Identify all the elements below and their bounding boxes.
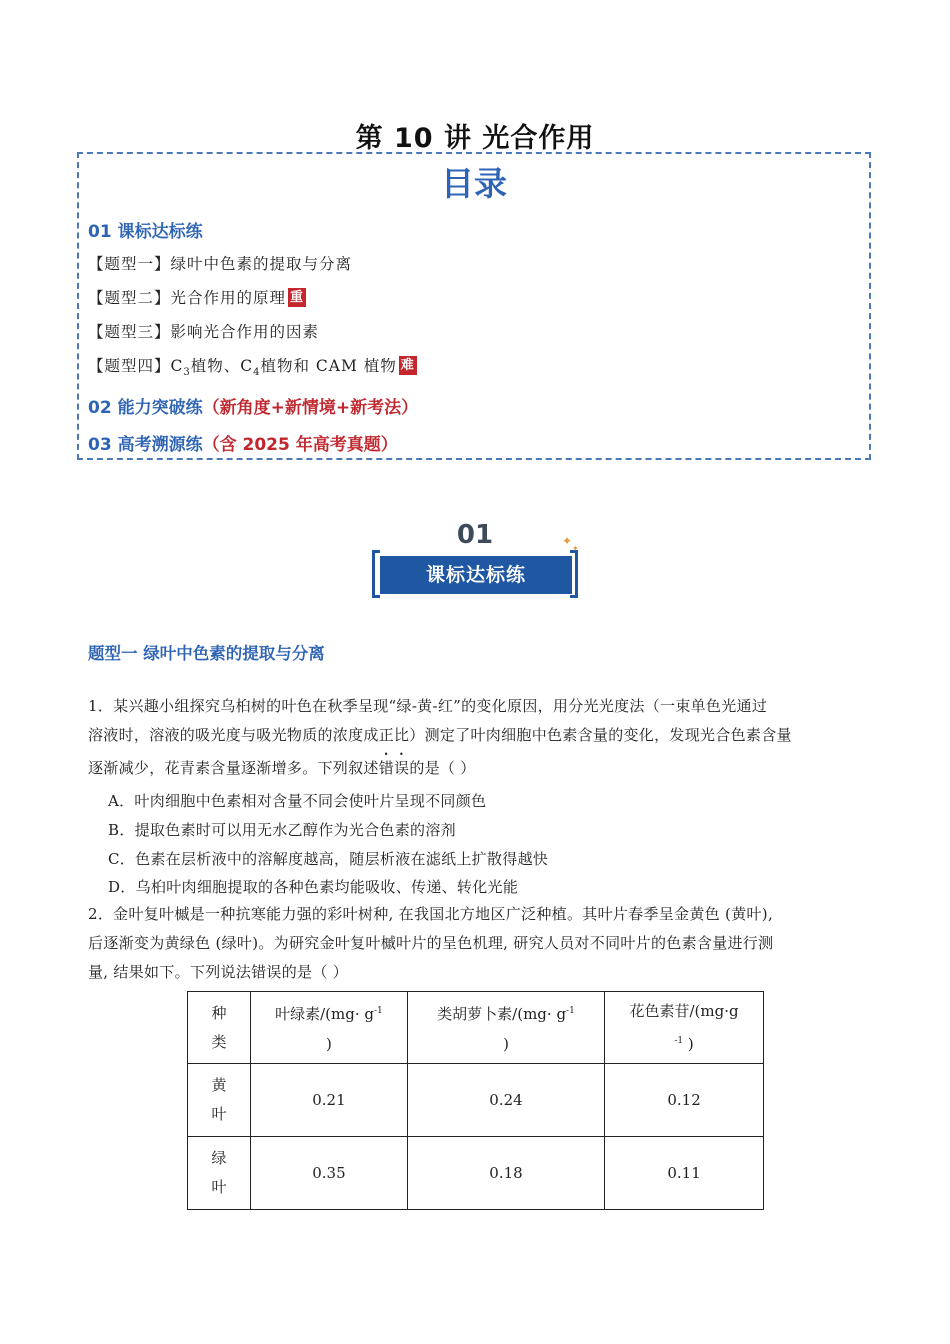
toc-item-3[interactable]: 【题型三】影响光合作用的因素	[88, 323, 320, 341]
sparkle-small-icon: ✦	[572, 544, 579, 553]
table-cell: 0.11	[605, 1137, 764, 1210]
question-1: 1．某兴趣小组探究乌桕树的叶色在秋季呈现“绿-黄-红”的变化原因，用分光光度法（一束单色光通过 溶液时，溶液的吸光度与吸光物质的浓度成正比）测定了叶肉细胞中色素含量的变化，发现光合色素含量 逐渐减少，花青素含量逐渐增多。下列叙述错误的是（ ）	[88, 697, 792, 777]
question-type-heading: 题型一 绿叶中色素的提取与分离	[88, 644, 325, 663]
option-d[interactable]: D．乌桕叶肉细胞提取的各种色素均能吸收、传递、转化光能	[108, 878, 519, 896]
toc-section-3[interactable]: 03 高考溯源练（含 2025 年高考真题）	[88, 435, 398, 455]
table-cell: 0.21	[251, 1064, 408, 1137]
table-of-contents	[77, 152, 871, 460]
section-number: 01	[456, 520, 494, 550]
table-cell: 0.18	[407, 1137, 604, 1210]
table-header-cell: 叶绿素$/(mg\cdot g^{-1}$ )	[251, 992, 408, 1064]
bracket-left-icon	[372, 550, 380, 598]
pigment-table	[187, 991, 764, 1210]
difficult-badge: 难	[400, 358, 415, 373]
toc-section-2[interactable]: 02 能力突破练（新角度+新情境+新考法）	[88, 398, 419, 418]
table-row	[188, 1064, 764, 1137]
toc-item-4[interactable]: 【题型四】$C_3$植物、$C_4$植物和 CAM 植物 难	[88, 357, 415, 379]
table-header-cell: 种 类	[188, 992, 251, 1064]
question-2: 2．金叶复叶槭是一种抗寒能力强的彩叶树种, 在我国北方地区广泛种植。其叶片春季呈金黄色 (黄叶), 后逐渐变为黄绿色 (绿叶)。为研究金叶复叶槭叶片的呈色机理, 研究人员对不同叶片的色素含量进行测 量, 结果如下。下列说法错误的是（ ）	[88, 905, 774, 981]
option-b[interactable]: B．提取色素时可以用无水乙醇作为光合色素的溶剂	[108, 821, 456, 839]
table-cell: 黄 叶	[188, 1064, 251, 1137]
page-title: 第 10 讲 光合作用	[355, 123, 595, 154]
toc-section-1[interactable]: 01 课标达标练	[88, 222, 203, 242]
table-row	[188, 1137, 764, 1210]
table-cell: 0.12	[605, 1064, 764, 1137]
emphasis-text: 错误	[378, 759, 410, 777]
table-header-cell: 花色素苷/(mg·g $^{-1}$ )	[605, 992, 764, 1064]
option-c[interactable]: C．色素在层析液中的溶解度越高，随层析液在滤纸上扩散得越快	[108, 850, 549, 868]
section-banner	[370, 520, 580, 600]
toc-item-2[interactable]: 【题型二】光合作用的原理 重	[88, 289, 305, 307]
toc-heading: 目录	[441, 164, 507, 203]
table-header-row	[188, 992, 764, 1064]
sparkle-icon: ✦	[562, 534, 573, 548]
table-header-cell: 类胡萝卜素$/(mg\cdot g^{-1}$ )	[407, 992, 604, 1064]
option-a[interactable]: A．叶肉细胞中色素相对含量不同会使叶片呈现不同颜色	[108, 792, 487, 810]
table-cell: 0.24	[407, 1064, 604, 1137]
section-label: 课标达标练	[380, 556, 572, 594]
table-cell: 0.35	[251, 1137, 408, 1210]
table-cell: 绿 叶	[188, 1137, 251, 1210]
key-point-badge: 重	[290, 290, 305, 305]
toc-item-1[interactable]: 【题型一】绿叶中色素的提取与分离	[88, 255, 353, 273]
